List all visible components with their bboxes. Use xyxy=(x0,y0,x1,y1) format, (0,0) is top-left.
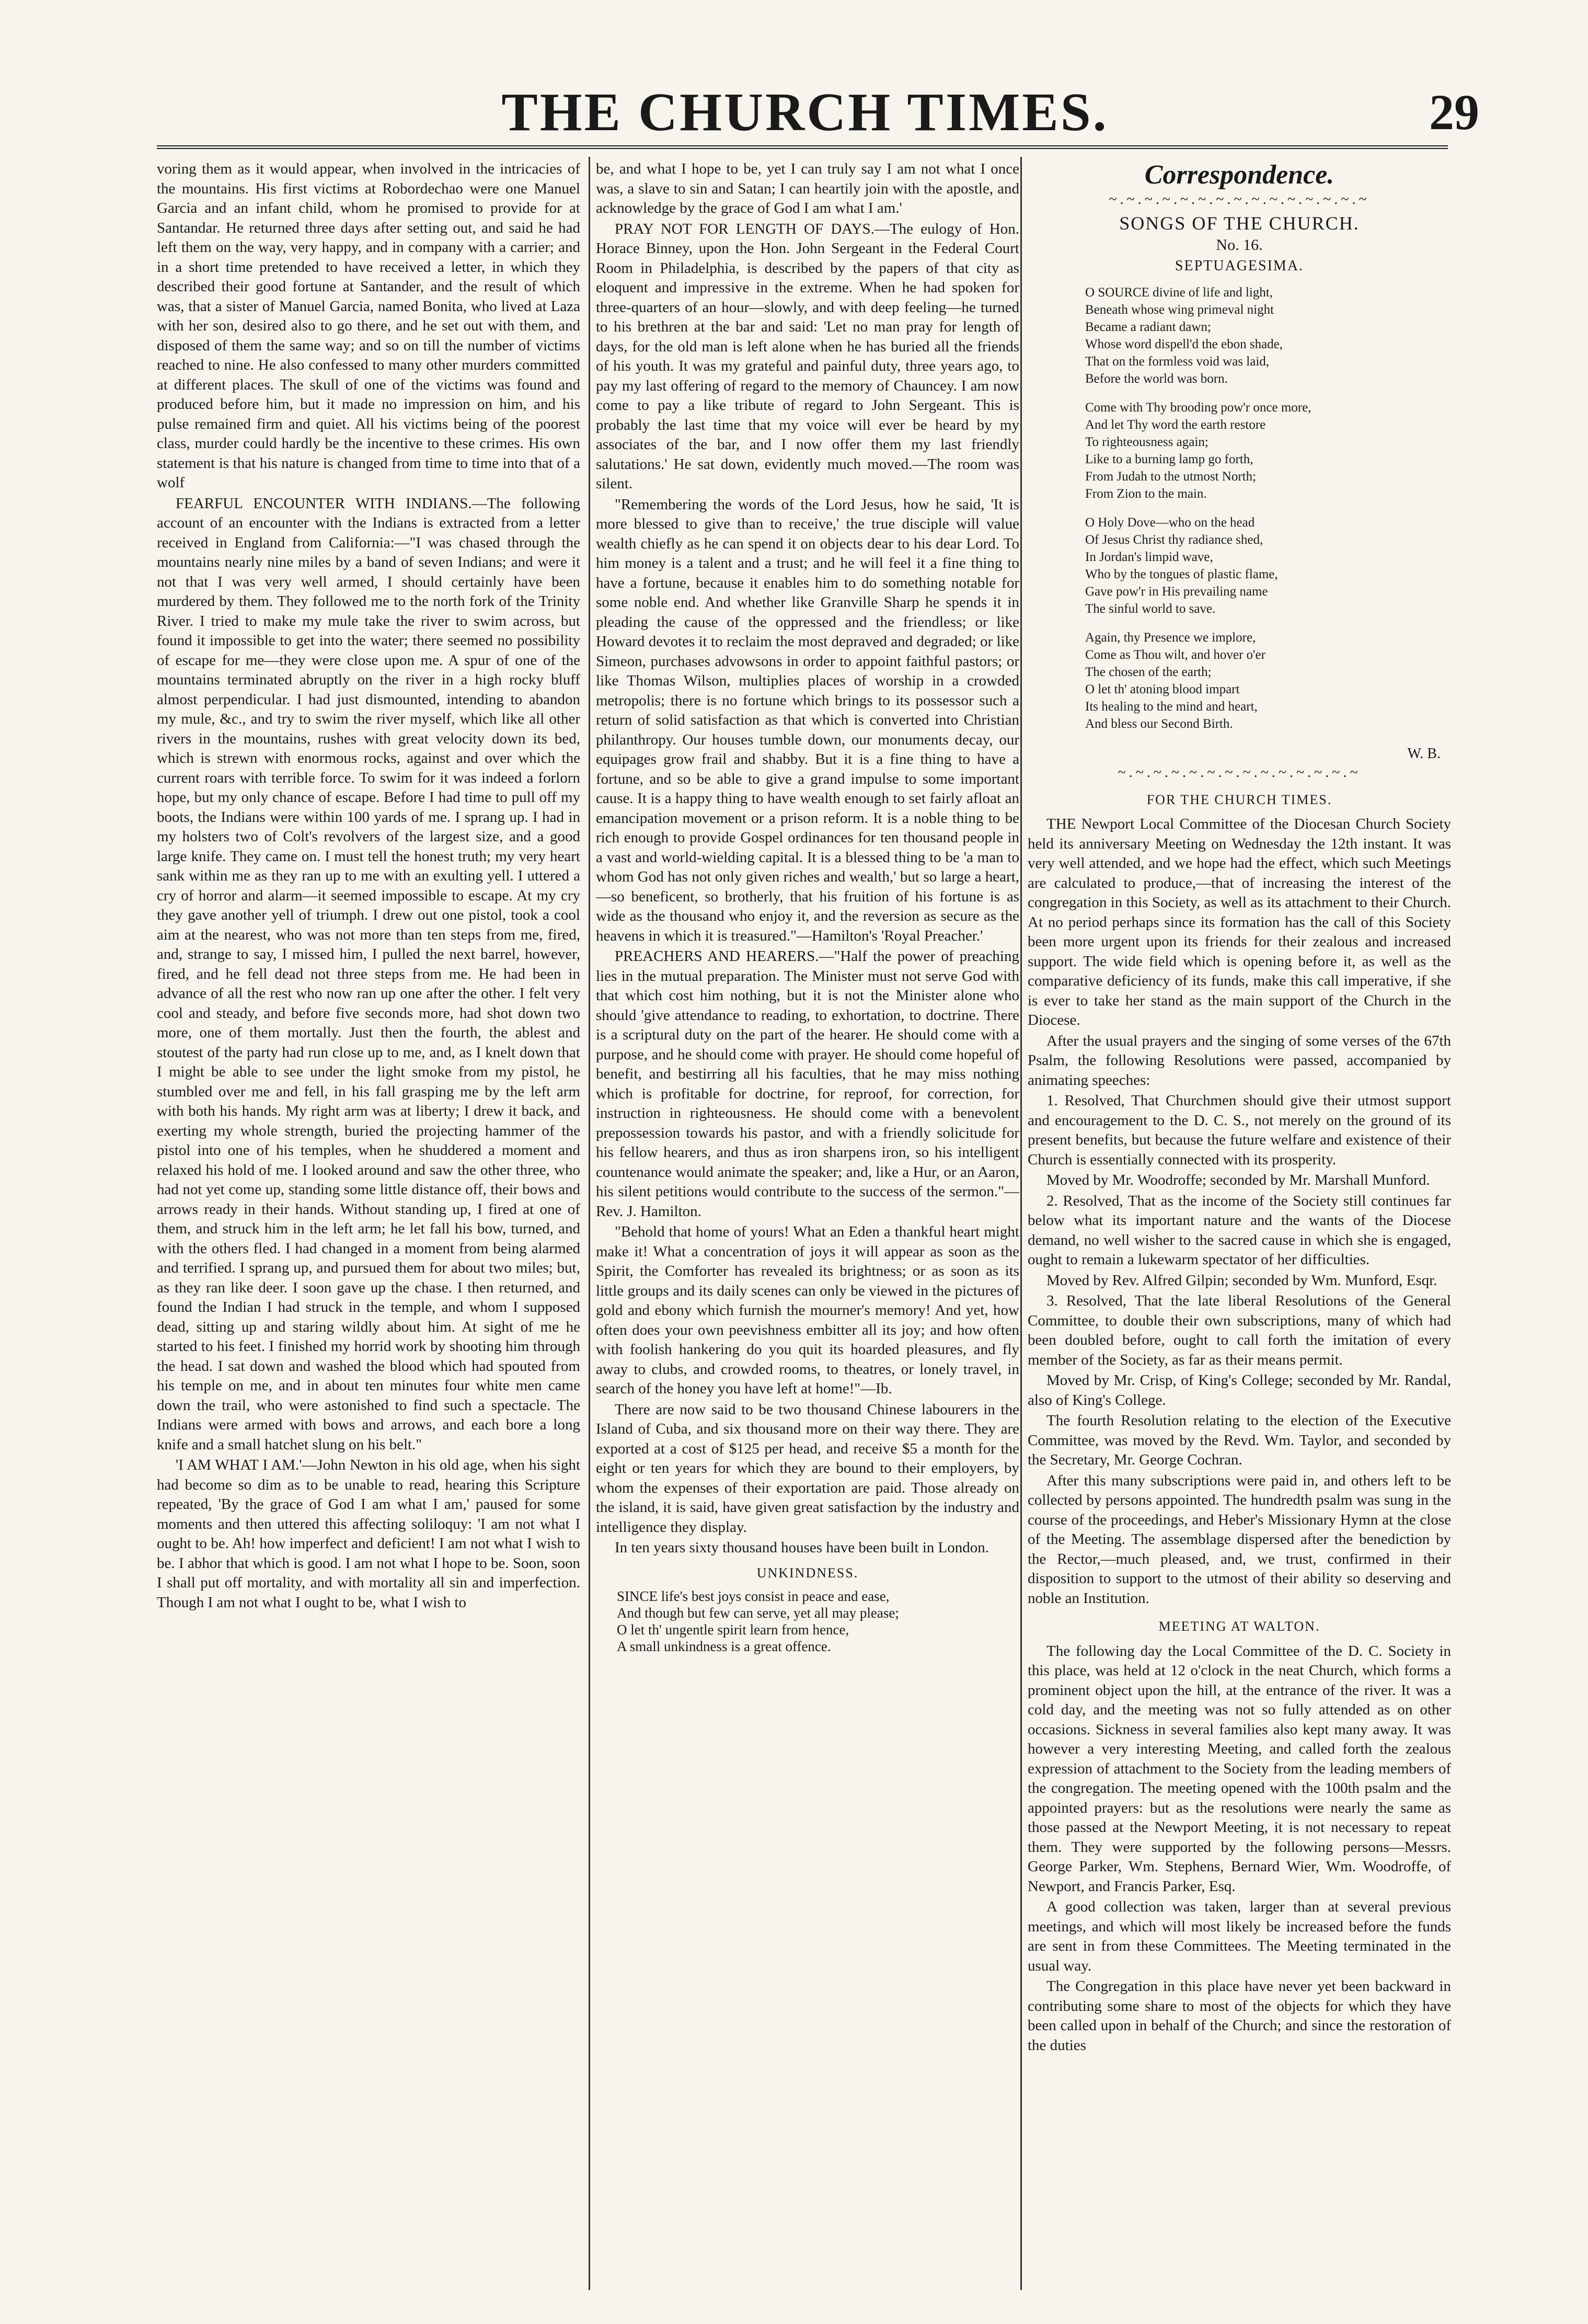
poem-line: Like to a burning lamp go forth, xyxy=(1085,452,1253,466)
poem-line: From Zion to the main. xyxy=(1085,487,1207,501)
unkindness-line: O let th' ungentle spirit learn from hence, xyxy=(617,1622,849,1638)
poem-signature: W. B. xyxy=(1407,746,1441,762)
unkindness-line: A small unkindness is a great offence. xyxy=(617,1639,831,1654)
paragraph: After the usual prayers and the singing of some verses of the 67th Psalm, the following Resolutions were passed, accompanied by animating speeches: xyxy=(1028,1032,1451,1089)
poem-stanza xyxy=(1085,284,1451,387)
paragraph: THE Newport Local Committee of the Diocesan Church Society held its anniversary Meeting on Wednesday the 12th instant. It was very well attended, and we hope had the effect, which such Meetings are calculated to produce,—that of increasing the interest of the congregation in this Society, as well as its attachment to their Church. At no period perhaps since its formation has the call of this Society been more urgent upon its friends for their zealous and increased support. The wide field which is opening before it, as well as the comparative deficiency of its funds, make this call imperative, if she is ever to take her stand as the main support of the Church in the Diocese. xyxy=(1028,816,1451,1028)
paragraph: 3. Resolved, That the late liberal Resolutions of the General Committee, to double their own subscriptions, many of which had been doubled before, ought to call forth the imitation of every member of the Society, as far as their means permit. xyxy=(1028,1292,1451,1368)
poem-line: O Holy Dove—who on the head xyxy=(1085,516,1255,530)
songs-title: SONGS OF THE CHURCH. xyxy=(1119,213,1360,234)
article-preachers-hearers: PREACHERS AND HEARERS.—"Half the power of preaching lies in the mutual preparation. The Minister must not serve God with that which cost him nothing, but it is not the Minister alone who should 'give attendance to reading, to exhortation, to doctrine. There is a scriptural duty on the part of the hearer. He should come with a purpose, and he should come with prayer. He should come hopeful of benefit, and bestirring all his faculties, that he may miss nothing which is profitable for doctrine, for reproof, for correction, for instruction in righteousness. He should come with a benevolent prepossession towards his pastor, and with a friendly solicitude for his fellow hearers, and thus as iron sharpens iron, so his intelligent countenance would animate the speaker; and, like a Hur, or an Aaron, his silent petitions would contribute to the success of the sermon."—Rev. J. Hamilton. xyxy=(596,948,1019,1220)
poem-line: Come with Thy brooding pow'r once more, xyxy=(1085,400,1311,415)
paragraph: The following day the Local Committee of the D. C. Society in this place, was held at 12 o'clock in the neat Church, which forms a prominent object upon the hill, at the entrance of the river. It was a cold day, and the meeting was not so fully attended as on other occasions. Sickness in several families also kept many away. It was however a very interesting Meeting, and called forth the zealous expression of attachment to the Society from the leading members of the congregation. The meeting opened with the 100th psalm and the appointed prayers: but as the resolutions were nearly the same as those passed at the Newport Meeting, it is not necessary to repeat them. They were supported by the following persons—Messrs. George Parker, Wm. Stephens, Bernard Wier, Wm. Woodroffe, of Newport, and Francis Parker, Esq. xyxy=(1028,1642,1451,1895)
poem-line: In Jordan's limpid wave, xyxy=(1085,550,1213,564)
article-fearful-encounter: FEARFUL ENCOUNTER WITH INDIANS.—The following account of an encounter with the Indians is extracted from a letter received in England from California:—"I was chased through the mountains nearly nine miles by a band of seven Indians; and were it not that I was very well armed, I should certainly have been murdered by them. They followed me to the north fork of the Trinity River. I tried to make my mule take the river to swim across, but found it impossible to get into the water; there seemed no possibility of escape for me—they were close upon me. A spur of one of the mountains terminated abruptly on the river in a high rocky bluff almost perpendicular. I had just dismounted, intending to abandon my mule, &c., and try to swim the river myself, which like all other rivers in the mountains, rushes with great velocity down its bed, which is strewn with enormous rocks, against and over which the current roars with terrible force. To swim for it was indeed a forlorn hope, but my only chance of escape. Before I had time to pull off my boots, the Indians were within 100 yards of me. I sprang up. I had in my holsters two of Colt's revolvers of the largest size, and a good large knife. They came on. I must tell the honest truth; my very heart sank within me as they ran up to me with an exulting yell. I uttered a cry of horror and alarm—it seemed impossible to escape. At my cry they gave another yell of triumph. I drew out one pistol, took a cool aim at the nearest, who was not more than ten steps from me, fired, and, strange to say, I missed him, I pulled the next barrel, however, fired, and he fell dead not three steps from me. He had been in advance of all the rest who now ran up one after the other. I felt very cool and steady, and before five seconds more, had shot down two more, one of them mortally. Just then the fourth, the ablest and stoutest of the party had run close up to me, and, as I knelt down that I might be able to see under the light smoke from my pistol, he stumbled over me and fell, in his fall grasping me by the left arm with both his hands. My right arm was at liberty; I drew it back, and exerting my whole strength, buried the projecting hammer of the pistol into one of his temples, when he shuddered a moment and relaxed his hold of me. I looked around and saw the other three, who had not yet come up, standing some little distance off, their bows and arrows ready in their hands. Without standing up, I fired at one of them, and struck him in the left arm; he let fall his bow, turned, and with the others fled. I had changed in a moment from being alarmed and terrified. I sprang up, and pursued them for about two miles; but, as they ran like deer. I soon gave up the chase. I then returned, and found the Indian I had struck in the temple, and whom I supposed dead, sitting up and staring wildly about him. At sight of me he started to his feet. I finished my horrid work by shooting him through the head. I sat down and washed the blood which had spouted from his temple on me, and in about ten minutes four white men came down the trail, who were astonished to find such a spectacle. The Indians were armed with bows and arrows, and each bore a long knife and a small hatchet slung on his belt." xyxy=(157,495,580,1453)
poem-line: That on the formless void was laid, xyxy=(1085,354,1270,369)
poem-line: Come as Thou wilt, and hover o'er xyxy=(1085,648,1265,662)
poem-line: To righteousness again; xyxy=(1085,435,1209,449)
poem-line: O let th' atoning blood impart xyxy=(1085,682,1240,696)
masthead-rule xyxy=(157,145,1448,149)
poem-line: And let Thy word the earth restore xyxy=(1085,418,1266,432)
paragraph: Moved by Rev. Alfred Gilpin; seconded by Wm. Munford, Esqr. xyxy=(1046,1272,1437,1289)
paragraph: The fourth Resolution relating to the election of the Executive Committee, was moved by the Revd. Wm. Taylor, and seconded by the Secretary, Mr. George Cochran. xyxy=(1028,1412,1451,1468)
poem-line: The chosen of the earth; xyxy=(1085,665,1212,679)
column-divider-2 xyxy=(1020,157,1022,2290)
masthead xyxy=(131,78,1479,146)
unkindness-line: SINCE life's best joys consist in peace and ease, xyxy=(617,1588,890,1604)
poem-line: Its healing to the mind and heart, xyxy=(1085,700,1258,714)
paragraph: A good collection was taken, larger than at several previous meetings, and which will most likely be increased before the funds are sent in from these Committees. The Meeting terminated in the usual way. xyxy=(1028,1898,1451,1974)
correspondence-heading: Correspondence. xyxy=(1144,160,1334,190)
article-wealth: "Remembering the words of the Lord Jesus, how he said, 'It is more blessed to give than to receive,' the true disciple will value wealth chiefly as he can spend it on objects dear to his dear Lord. To him money is a talent and a trust; and he will feel it a fine thing to have a fortune, because it enables him to do something notable for some noble end. And whether like Granville Sharp he spends it in pleading the cause of the oppressed and the friendless; or like Howard devotes it to reclaim the most depraved and degraded; or like Simeon, purchases advowsons in order to appoint faithful pastors; or like Thomas Wilson, multiplies places of worship in a crowded metropolis; there is no fortune which brings to its possessor such a return of solid satisfaction as that which is converted into Christian philanthropy. Our houses tumble down, our monuments decay, our equipages grow frail and shabby. But it is a fine thing to have a fortune, and so be able to give a grand impulse to some important cause. It is a happy thing to have wealth enough to set fairly afloat an emancipation movement or a prison reform. It is a noble thing to be rich enough to provide Gospel ordinances for ten thousand people in a vast and world-wielding capital. It is a blessed thing to be 'a man to whom God has not only given riches and wealth,' but so large a heart,—so beneficent, so brotherly, that his fruition of his fortune is as wide as the thousand who enjoy it, and the reversion as secure as the heavens in which it is treasured."—Hamilton's 'Royal Preacher.' xyxy=(596,496,1019,944)
poem-line: From Judah to the utmost North; xyxy=(1085,470,1257,484)
section-heading: FOR THE CHURCH TIMES. xyxy=(1146,792,1332,807)
article-pray-not-for-length: PRAY NOT FOR LENGTH OF DAYS.—The eulogy of Hon. Horace Binney, upon the Hon. John Sergeant in the Federal Court Room in Philadelphia, is described by the papers of that city as eloquent and impressive in the extreme. When he had spoken for three-quarters of an hour—slowly, and with deep feeling—he turned to his brethren at the bar and said: 'Let no man pray for length of days, for the old man is left alone when he has buried all the friends of his youth. It was my grateful and painful duty, three years ago, to pay my last offering of regard to the memory of Chauncey. I am now come to pay a like tribute of regard to John Sergeant. This is probably the last time that my voice will ever be heard by my associates of the bar, and I now offer them my last friendly salutations.' He sat down, evidently much moved.—The room was silent. xyxy=(596,220,1019,492)
paragraph: After this many subscriptions were paid in, and others left to be collected by persons appointed. The hundredth psalm was sung in the course of the proceedings, and Heber's Missionary Hymn at the close of the Meeting. The assemblage dispersed after the benediction by the Rector,—much pleased, and, we trust, confirmed in their disposition to support to the utmost of their ability so deserving and noble an Institution. xyxy=(1028,1472,1451,1607)
article-chinese-labourers: There are now said to be two thousand Chinese labourers in the Island of Cuba, and six thousand more on their way there. They are exported at a cost of $125 per head, and receive $5 a month for the eight or ten years for which they are bound to their employers, by whom the expenses of their exportation are paid. Those already on the island, it is said, have given great satisfaction by the industry and intelligence they display. xyxy=(596,1401,1019,1536)
poem xyxy=(1085,284,1451,732)
poem-line: And bless our Second Birth. xyxy=(1085,717,1233,731)
unkindness-poem xyxy=(617,1588,1019,1655)
paragraph: 2. Resolved, That as the income of the Society still continues far below what its important nature and the wants of the Diocese demand, no well wisher to the sacred cause in which she is engaged, ought to remain a lukewarm spectator of her difficulties. xyxy=(1028,1192,1451,1268)
poem-stanza xyxy=(1085,399,1451,502)
ornament-rule: ~.~.~.~.~.~.~.~.~.~.~.~.~.~ xyxy=(1118,764,1361,781)
poem-stanza xyxy=(1085,629,1451,732)
paragraph: Moved by Mr. Crisp, of King's College; seconded by Mr. Randal, also of King's College. xyxy=(1028,1372,1451,1409)
article-newton-continued: be, and what I hope to be, yet I can truly say I am not what I once was, a slave to sin and Satan; I can heartily join with the apostle, and acknowledge by the grace of God I am what I am.' xyxy=(596,161,1019,216)
article-wolf-continued: voring them as it would appear, when involved in the intricacies of the mountains. His first victims at Robordechao were one Manuel Garcia and an infant child, whom he promised to provide for at Santandar. He returned three days after setting out, and said he had left them on the way, very happy, and in company with a carrier; and in a short time pretended to have received a letter, in which they described their good fortune at Santander, and the result of which was, that a sister of Manuel Garcia, named Bonita, who lived at Laza with her son, desired also to go there, and he set out with them, and disposed of them the same way; and so on till the number of victims reached to nine. He also confessed to many other murders committed at different places. The skull of one of the victims was found and produced before him, but it made no impression on him, and his pulse remained firm and quiet. All his victims being of the poorest class, murder could hardly be the incentive to these crimes. His own statement is that his nature is changed from time to time into that of a wolf xyxy=(157,161,580,491)
poem-line: O SOURCE divine of life and light, xyxy=(1085,285,1273,300)
poem-line: Became a radiant dawn; xyxy=(1085,320,1211,334)
paragraph: Moved by Mr. Woodroffe; seconded by Mr. Marshall Munford. xyxy=(1046,1172,1430,1188)
poem-line: Who by the tongues of plastic flame, xyxy=(1085,567,1278,581)
poem-line: Beneath whose wing primeval night xyxy=(1085,303,1274,317)
article-london-houses: In ten years sixty thousand houses have been built in London. xyxy=(615,1539,989,1556)
column-1 xyxy=(157,159,580,2293)
poem-line: Again, thy Presence we implore, xyxy=(1085,631,1256,645)
column-2 xyxy=(596,159,1019,2293)
paragraph: 1. Resolved, That Churchmen should give their utmost support and encouragement to the D. C. S., not merely on the ground of its present benefits, but because the future welfare and existence of their Church is essentially connected with its prosperity. xyxy=(1028,1092,1451,1168)
songs-subtitle: SEPTUAGESIMA. xyxy=(1175,258,1304,274)
column-divider-1 xyxy=(589,157,590,2290)
column-3 xyxy=(1028,159,1451,2293)
poem-line: Of Jesus Christ thy radiance shed, xyxy=(1085,533,1263,547)
newspaper-title: THE CHURCH TIMES. xyxy=(501,82,1109,142)
songs-number: No. 16. xyxy=(1216,236,1263,254)
poem-line: The sinful world to save. xyxy=(1085,602,1216,616)
poem-line: Before the world was born. xyxy=(1085,372,1228,386)
poem-stanza xyxy=(1085,514,1451,617)
poem-line: Whose word dispell'd the ebon shade, xyxy=(1085,337,1283,351)
section-heading: MEETING AT WALTON. xyxy=(1158,1619,1320,1634)
ornament-rule: ~.~.~.~.~.~.~.~.~.~.~.~.~.~.~ xyxy=(1109,191,1370,208)
unkindness-title: UNKINDNESS. xyxy=(756,1565,859,1581)
article-home: "Behold that home of yours! What an Eden a thankful heart might make it! What a concentration of joys it will appear as soon as the Spirit, the Comforter has revealed its brightness; or as soon as its little groups and its daily scenes can only be viewed in the pictures of gold and ebony which furnish the mourner's memory! And yet, how often does your own peevishness embitter all its joy; and how often with foolish hankering do you quit its hoarded pleasures, and fly away to clubs, and crowded rooms, to theatres, or lonely travel, in search of the honey you have left at home!"—Ib. xyxy=(596,1223,1019,1397)
paragraph: The Congregation in this place have never yet been backward in contributing some share to most of the objects for which they have been called upon in behalf of the Church; and since the restoration of the duties xyxy=(1028,1978,1451,2054)
page-number: 29 xyxy=(1429,84,1479,140)
article-i-am-what-i-am: 'I AM WHAT I AM.'—John Newton in his old age, when his sight had become so dim as to be unable to read, hearing this Scripture repeated, 'By the grace of God I am what I am,' paused for some moments and then uttered this affecting soliloquy: 'I am not what I ought to be. Ah! how imperfect and deficient! I am not what I wish to be. I abhor that which is good. I am not what I hope to be. Soon, soon I shall put off mortality, and with mortality all sin and imperfection. Though I am not what I ought to be, what I wish to xyxy=(157,1457,580,1611)
unkindness-line: And though but few can serve, yet all may please; xyxy=(617,1605,899,1621)
poem-line: Gave pow'r in His prevailing name xyxy=(1085,585,1268,599)
